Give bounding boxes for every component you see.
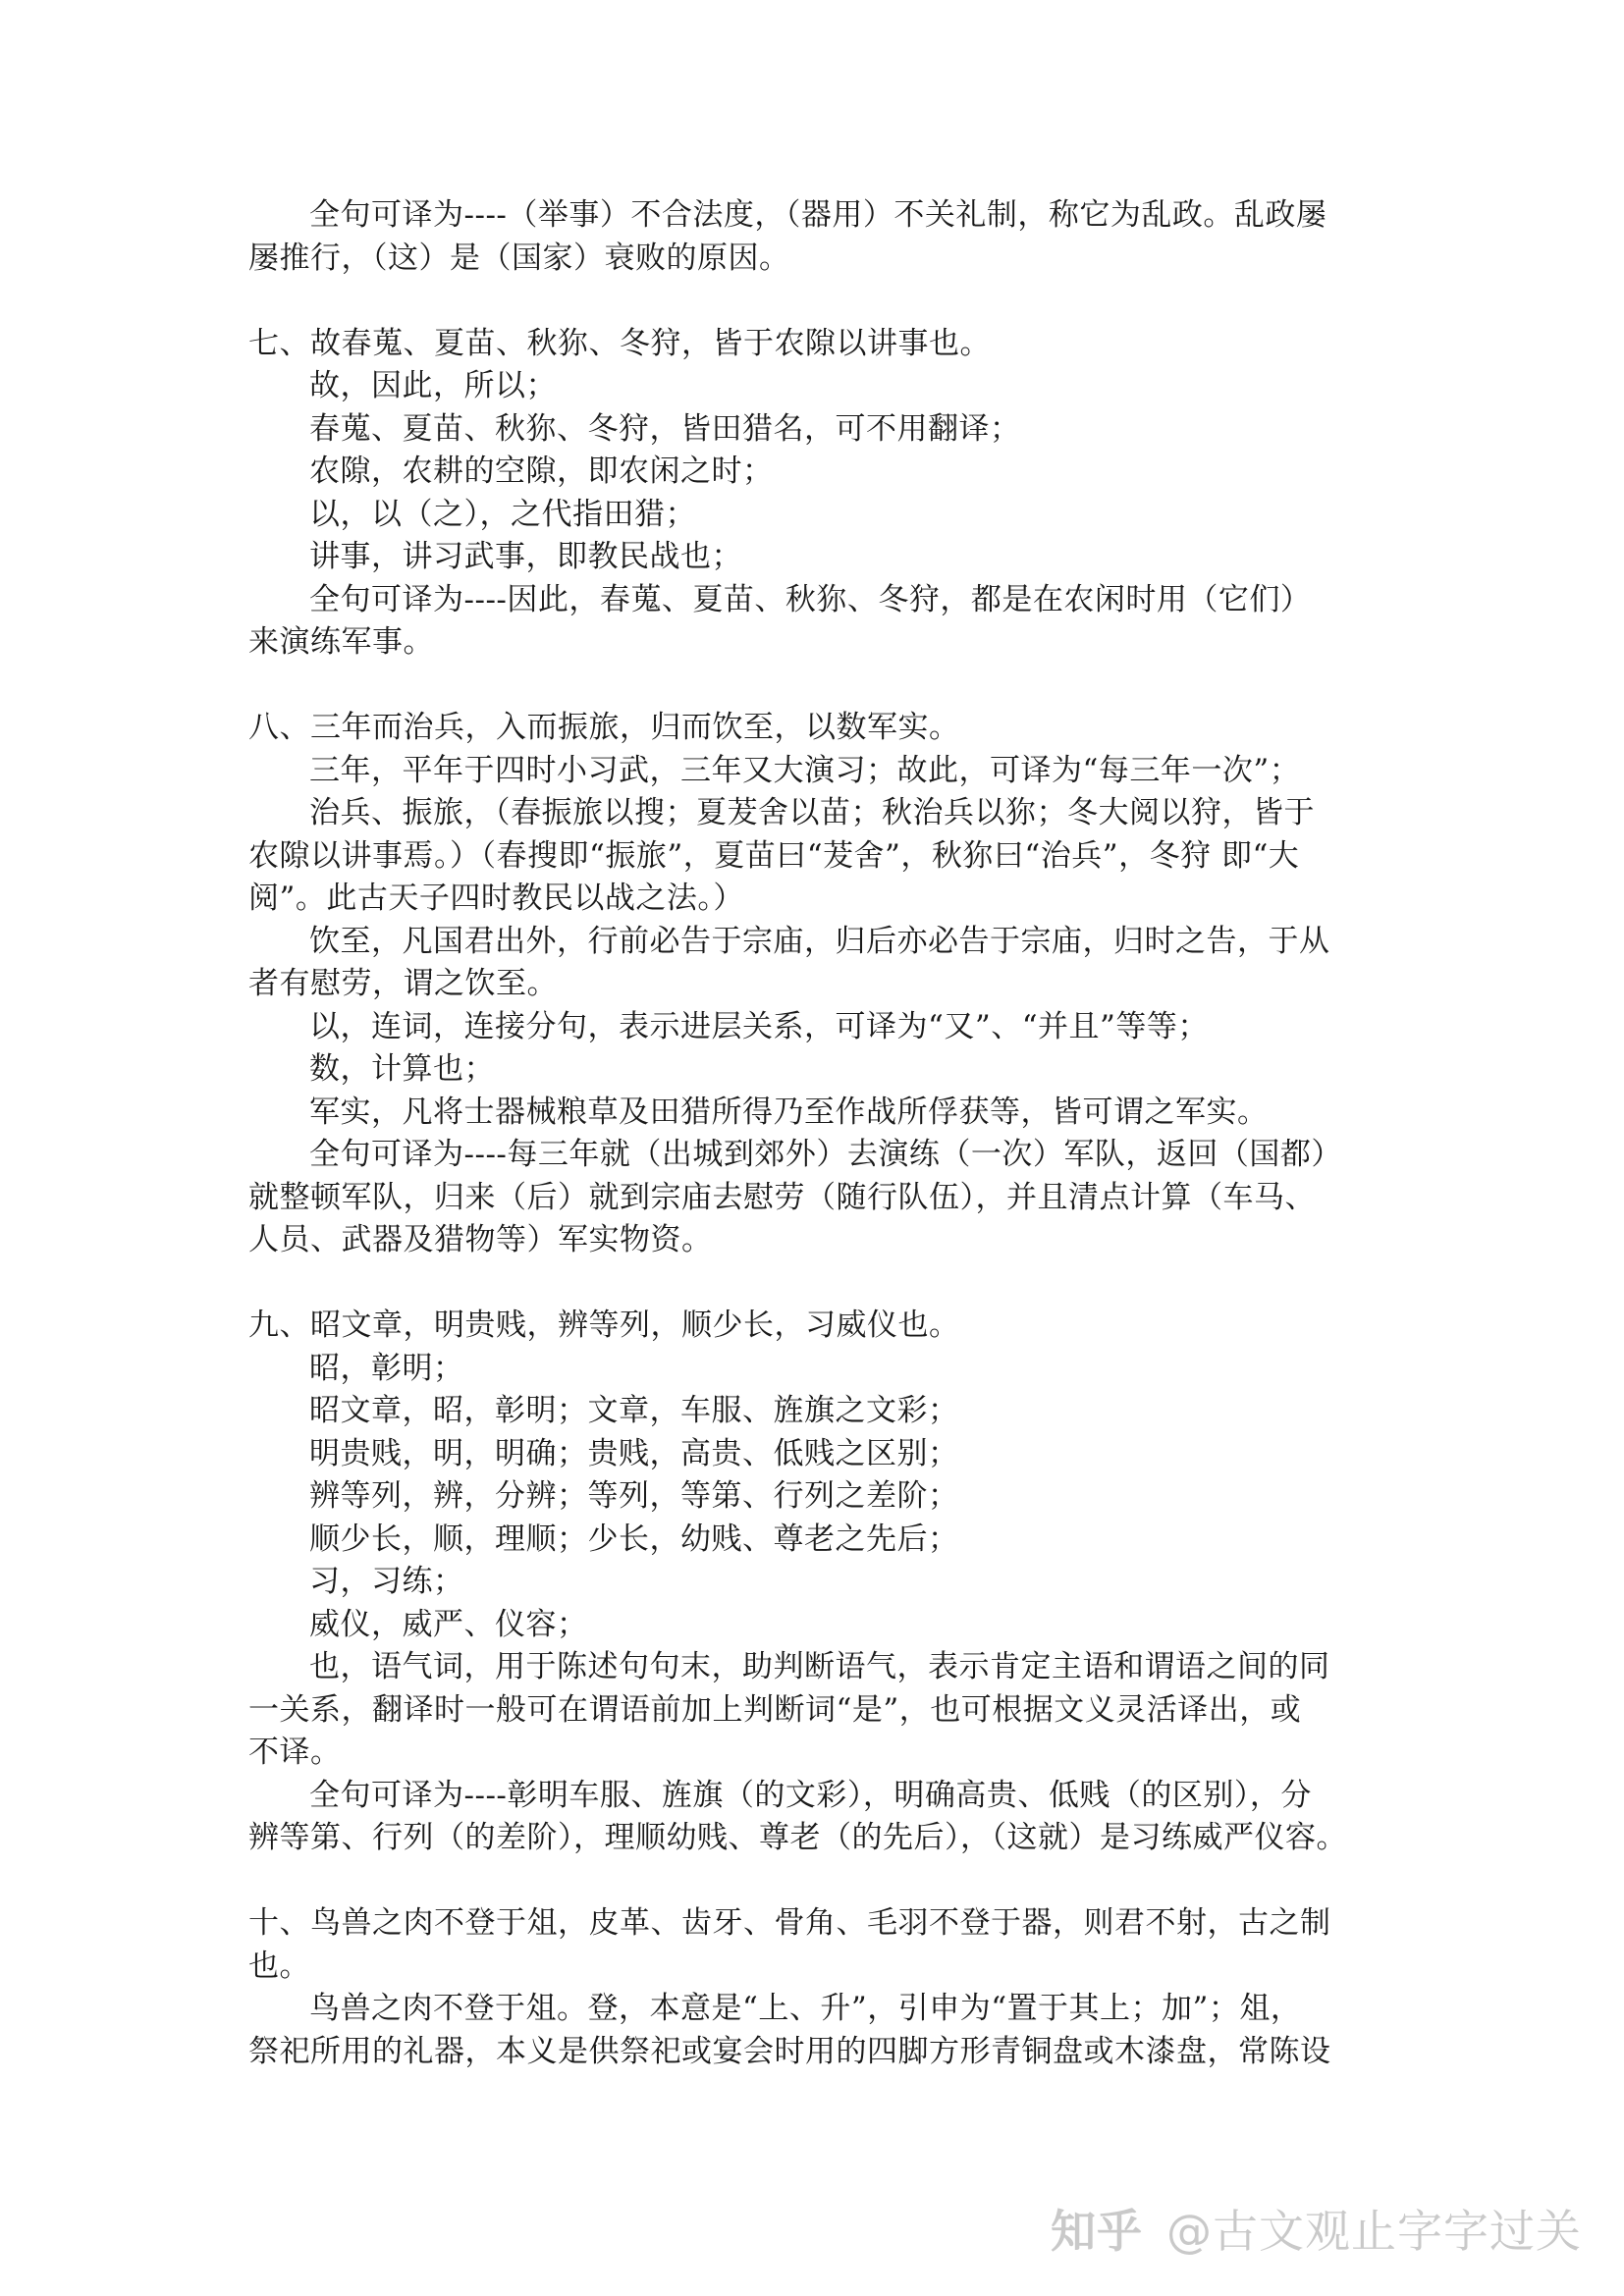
text-line: 辨等列，辨，分辨；等列，等第、行列之差阶； <box>309 1478 959 1514</box>
paragraph-gap <box>248 1262 1387 1306</box>
text-line: 阅”。此古天子四时教民以战之法。） <box>248 881 744 916</box>
text-line: 军实，凡将士器械粮草及田猎所得乃至作战所俘获等，皆可谓之军实。 <box>309 1094 1269 1130</box>
text-line: 人员、武器及猎物等）军实物资。 <box>248 1222 713 1257</box>
text-line: 讲事，讲习武事，即教民战也； <box>309 539 742 574</box>
paragraph-gap <box>248 280 1387 323</box>
text-line: 以，连词，连接分句，表示进层关系，可译为“又”、“并且”等等； <box>309 1008 1209 1044</box>
text-line: 一关系，翻译时一般可在谓语前加上判断词“是”，也可根据文义灵活译出，或 <box>248 1691 1302 1728</box>
text-line: 七、故春蒐、夏苗、秋狝、冬狩，皆于农隙以讲事也。 <box>248 325 991 361</box>
text-line: 威仪，威严、仪容； <box>309 1606 588 1642</box>
paragraph-gap <box>248 665 1387 708</box>
paragraph-gap <box>248 1860 1387 1903</box>
document-body <box>248 194 1387 2073</box>
text-line: 屡推行，（这）是（国家）衰败的原因。 <box>248 240 790 276</box>
text-line: 全句可译为----（举事）不合法度，（器用）不关礼制，称它为乱政。乱政屡 <box>309 197 1327 233</box>
text-line: 不译。 <box>248 1735 342 1770</box>
text-line: 十、鸟兽之肉不登于俎，皮革、齿牙、骨角、毛羽不登于器，则君不射，古之制 <box>248 1905 1331 1941</box>
text-line: 鸟兽之肉不登于俎。登，本意是“上、升”，引申为“置于其上；加”；俎， <box>309 1991 1302 2026</box>
text-line: 昭，彰明； <box>309 1350 464 1386</box>
watermark-handle: @古文观止字字过关 <box>1166 2205 1582 2258</box>
text-line: 三年，平年于四时小习武，三年又大演习；故此，可译为“每三年一次”； <box>309 752 1301 788</box>
text-line: 以，以（之），之代指田猎； <box>309 496 696 532</box>
text-line: 昭文章，昭，彰明；文章，车服、旌旗之文彩； <box>309 1393 959 1428</box>
text-line: 农隙以讲事焉。）（春搜即“振旅”，夏苗曰“茇舍”，秋狝曰“治兵”，冬狩 即“大 <box>248 837 1300 874</box>
text-line: 春蒐、夏苗、秋狝、冬狩，皆田猎名，可不用翻译； <box>309 410 1021 447</box>
text-line: 全句可译为----彰明车服、旌旗（的文彩），明确高贵、低贱（的区别），分 <box>309 1777 1312 1813</box>
text-line: 农隙，农耕的空隙，即农闲之时； <box>309 454 774 489</box>
text-line: 来演练军事。 <box>248 624 434 660</box>
zhihu-watermark <box>1051 2199 1582 2258</box>
text-line: 者有慰劳，谓之饮至。 <box>248 966 558 1001</box>
text-line: 治兵、振旅，（春振旅以搜；夏茇舍以苗；秋治兵以狝；冬大阅以狩，皆于 <box>309 795 1315 830</box>
text-line: 八、三年而治兵，入而振旅，归而饮至，以数军实。 <box>248 710 960 745</box>
text-line: 祭祀所用的礼器，本义是供祭祀或宴会时用的四脚方形青铜盘或木漆盘，常陈设 <box>248 2033 1331 2069</box>
text-line: 全句可译为----每三年就（出城到郊外）去演练（一次）军队，返回（国都） <box>309 1137 1342 1172</box>
text-line: 明贵贱，明，明确；贵贱，高贵、低贱之区别； <box>309 1435 959 1471</box>
zhihu-logo: 知乎 <box>1051 2205 1143 2258</box>
text-line: 也。 <box>248 1948 310 1984</box>
text-line: 辨等第、行列（的差阶），理顺幼贱、尊老（的先后），（这就）是习练威严仪容。 <box>248 1820 1347 1855</box>
text-line: 故，因此，所以； <box>309 368 557 403</box>
text-line: 也，语气词，用于陈述句句末，助判断语气，表示肯定主语和谓语之间的同 <box>309 1649 1330 1684</box>
text-line: 顺少长，顺，理顺；少长，幼贱、尊老之先后； <box>309 1521 959 1557</box>
text-line: 全句可译为----因此，春蒐、夏苗、秋狝、冬狩，都是在农闲时用（它们） <box>309 581 1312 617</box>
text-line: 九、昭文章，明贵贱，辨等列，顺少长，习威仪也。 <box>248 1308 960 1343</box>
text-line: 习，习练； <box>309 1564 464 1599</box>
text-line: 就整顿军队，归来（后）就到宗庙去慰劳（随行队伍），并且清点计算（车马、 <box>248 1179 1316 1215</box>
text-line: 饮至，凡国君出外，行前必告于宗庙，归后亦必告于宗庙，归时之告，于从 <box>309 923 1330 959</box>
text-line: 数，计算也； <box>309 1051 495 1087</box>
